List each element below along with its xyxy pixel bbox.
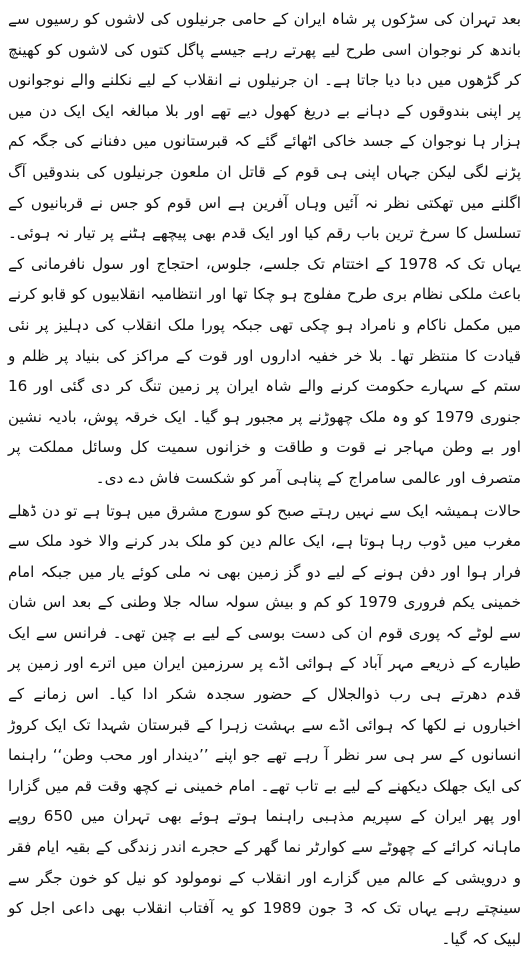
article-paragraph-1: بعد تہران کی سڑکوں پر شاہ ایران کے حامی جرنیلوں کی لاشوں کو رسیوں سے باندھ کر نوجوان اسی طرح لیے پھرتے رہے جیسے پاگل کتوں کی لاشوں کو کھینچ کر گڑھوں میں دبا دیا جاتا ہے۔ ان جرنیلوں نے انقلاب کے لیے نکلنے والے نوجوانوں پر اپنی بندوقوں کے دہانے بے دریغ کھول دیے تھے اور بلا مبالغہ ایک ایک دن میں ہزار ہا نوجوان کے جسد خاکی اٹھائے گئے کہ قبرستانوں میں دفنانے کی جگہ کم پڑنے لگی لیکن جہاں اپنی ہی قوم کے قاتل ان ملعون جرنیلوں کی بندوقیں آگ اگلنے میں تھکتی نظر نہ آئیں وہاں آفرین ہے اس قوم کو جس نے قربانیوں کے تسلسل کا سرخ ترین باب رقم کیا اور ایک قدم بھی پیچھے ہٹنے پر تیار نہ ہوئی۔ یہاں تک کہ 1978 کے اختتام تک جلسے، جلوس، احتجاج اور سول نافرمانی کے باعث ملکی نظام بری طرح مفلوج ہو چکا تھا اور انتظامیہ انقلابیوں کو قابو کرنے میں مکمل ناکام و نامراد ہو چکی تھی جبکہ پورا ملک انقلاب کی دہلیز پر نئی قیادت کا منتظر تھا۔ بلا خر خفیہ اداروں اور قوت کے مراکز کی بنیاد پر ظلم و ستم کے سہارے حکومت کرنے والے شاہ ایران پر زمین تنگ کر دی گئی اور 16 جنوری 1979 کو وہ ملک چھوڑنے پر مجبور ہو گیا۔ ایک خرقہ پوش، بادیہ نشین اور بے وطن مہاجر نے قوت و طاقت و خزانوں سمیت کل وسائل مملکت پر متصرف اور عالمی سامراج کے پناہی آمر کو شکست فاش دے دی۔ (8, 4, 521, 494)
article-paragraph-2: حالات ہمیشہ ایک سے نہیں رہتے صبح کو سورج مشرق میں ہوتا ہے تو دن ڈھلے مغرب میں ڈوب رہا ہوتا ہے، ایک عالم دین کو ملک بدر کرنے والا خود ملک سے فرار ہوا اور دفن ہونے کے لیے دو گز زمین بھی نہ ملی کوئے یار میں جبکہ امام خمینی یکم فروری 1979 کو کم و بیش سولہ سالہ جلا وطنی کے بعد اس شان سے لوٹے کہ پوری قوم ان کی دست بوسی کے لیے بے چین تھی۔ فرانس سے ایک طیارے کے ذریعے مہر آباد کے ہوائی اڈے پر سرزمین ایران میں اترے اور زمین پر قدم دھرتے ہی رب ذوالجلال کے حضور سجدہ شکر ادا کیا۔ اس زمانے کے اخباروں نے لکھا کہ ہوائی اڈے سے بہشت زہرا کے قبرستان شہدا تک ایک کروڑ انسانوں کے سر ہی سر نظر آ رہے تھے جو اپنے ’’دیندار اور محب وطن‘‘ راہنما کی ایک جھلک دیکھنے کے لیے بے تاب تھے۔ امام خمینی نے کچھ وقت قم میں گزارا اور پھر ایران کے سپریم مذہبی راہنما ہوتے ہوئے بھی تہران میں 650 روپے ماہانہ کرائے کے چھوٹے سے کوارٹر نما گھر کے حجرے اندر زندگی کے بقیہ ایام فقر و درویشی کے عالم میں گزارے اور انقلاب کے نومولود کو نیل کو خون جگر سے سینچتے رہے یہاں تک کہ 3 جون 1989 کو یہ آفتاب انقلاب بھی داعی اجل کو لبیک کہ گیا۔ (8, 496, 521, 954)
